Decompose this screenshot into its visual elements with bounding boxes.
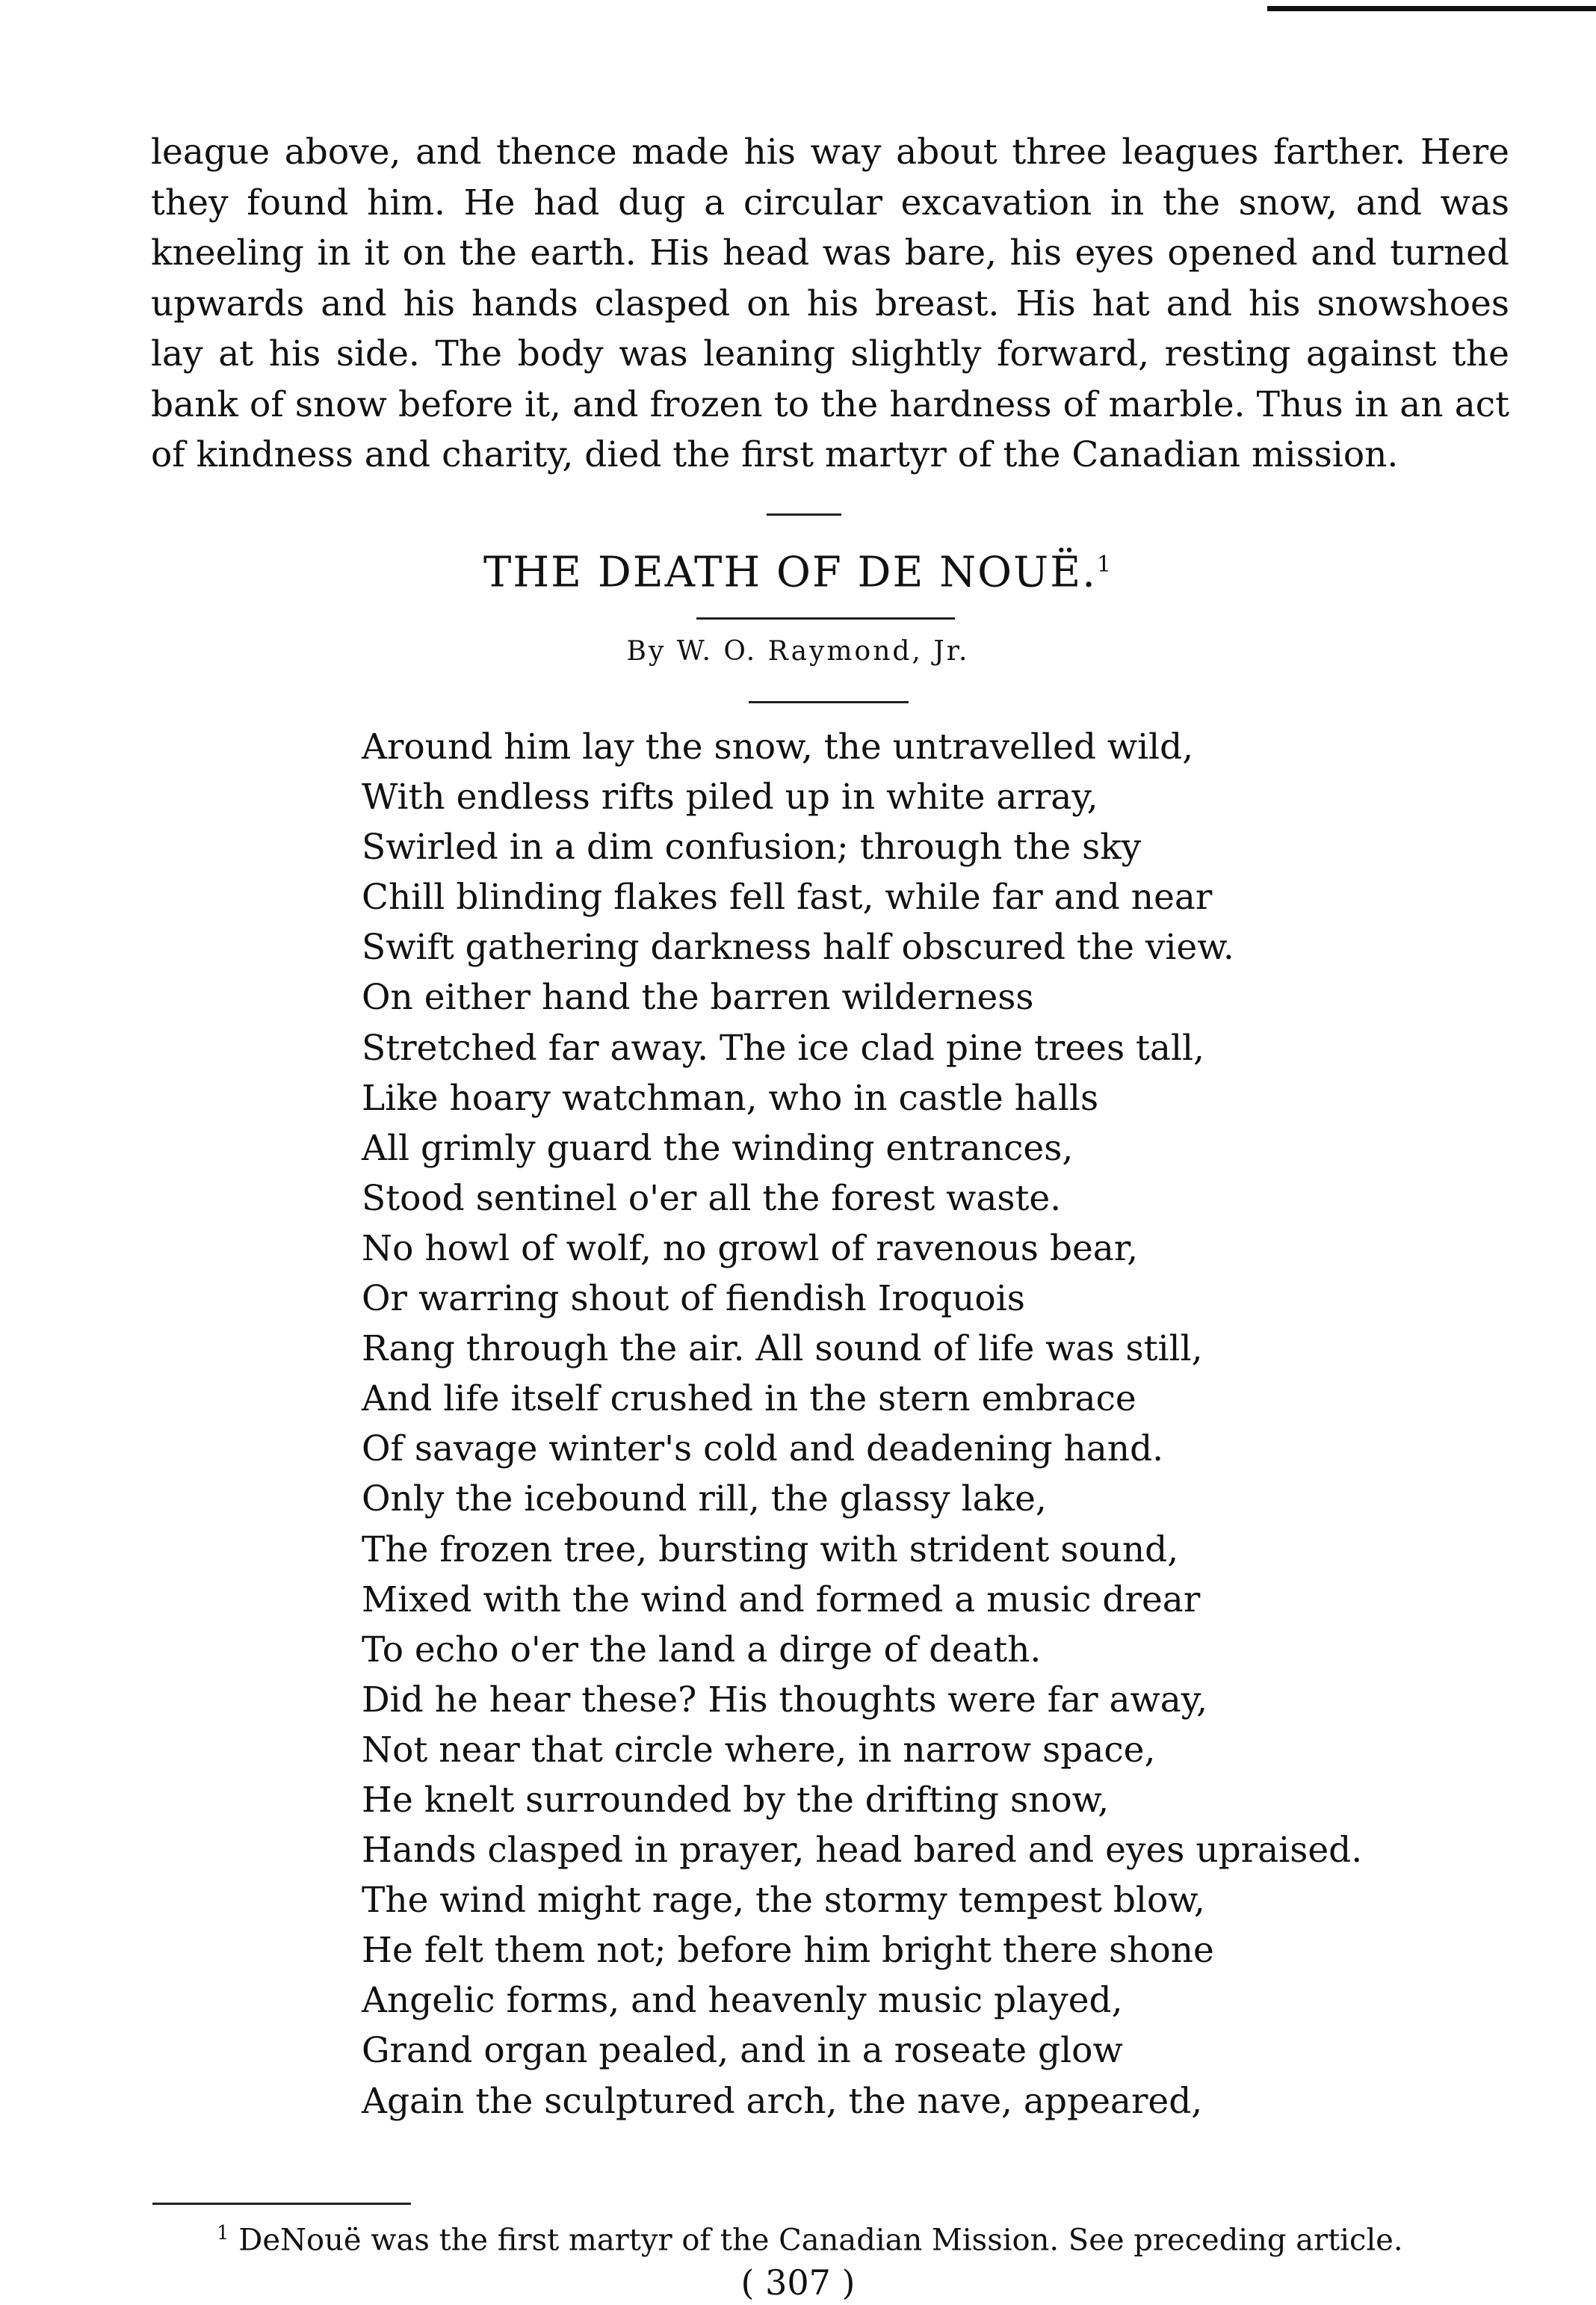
- footnote-marker: 1: [217, 2222, 229, 2244]
- poem-body: [362, 722, 1362, 2126]
- poem-line: And life itself crushed in the stern embrace: [362, 1378, 1136, 1420]
- footnote-rule: [152, 2203, 411, 2205]
- page-number: ( 307 ): [740, 2262, 856, 2303]
- poem-line: Mixed with the wind and formed a music drear: [362, 1579, 1201, 1620]
- poem-line: On either hand the barren wilderness: [362, 977, 1034, 1019]
- poem-title-text: THE DEATH OF DE NOUË.: [483, 548, 1097, 597]
- poem-line: He knelt surrounded by the drifting snow,: [362, 1779, 1110, 1821]
- poem-line: Again the sculptured arch, the nave, appeared,: [362, 2080, 1203, 2122]
- prose-paragraph: [151, 127, 1509, 481]
- poem-line: All grimly guard the winding entrances,: [362, 1127, 1074, 1169]
- section-divider: [767, 513, 841, 516]
- footnote: [217, 2211, 1403, 2262]
- poem-line: Angelic forms, and heavenly music played,: [362, 1980, 1123, 2022]
- poem-line: With endless rifts piled up in white array,: [362, 777, 1098, 818]
- poem-line: The frozen tree, bursting with strident sound,: [362, 1528, 1179, 1570]
- poem-line: Stood sentinel o'er all the forest waste.: [362, 1177, 1062, 1219]
- poem-line: He felt them not; before him bright there shone: [362, 1930, 1214, 1972]
- poem-line: Around him lay the snow, the untravelled wild,: [362, 726, 1194, 768]
- title-underline: [696, 617, 955, 620]
- poem-line: Hands clasped in prayer, head bared and eyes upraised.: [362, 1830, 1363, 1872]
- poem-line: Swift gathering darkness half obscured the view.: [362, 927, 1234, 969]
- byline: By W. O. Raymond, Jr.: [626, 636, 970, 667]
- poem-line: No howl of wolf, no growl of ravenous bear,: [362, 1227, 1139, 1269]
- poem-line: Only the icebound rill, the glassy lake,: [362, 1478, 1047, 1520]
- footnote-text: DeNouë was the first martyr of the Canadian Mission. See preceding article.: [238, 2223, 1403, 2258]
- poem-line: Did he hear these? His thoughts were far away,: [362, 1679, 1208, 1721]
- poem-line: The wind might rage, the stormy tempest blow,: [362, 1880, 1205, 1922]
- poem-line: Of savage winter's cold and deadening hand.: [362, 1428, 1164, 1470]
- poem-line: To echo o'er the land a dirge of death.: [362, 1629, 1042, 1670]
- byline-underline: [749, 701, 909, 703]
- poem-line: Not near that circle where, in narrow space,: [362, 1729, 1156, 1771]
- prose-text: league above, and thence made his way about three leagues farther. Here they found him. He had dug a circular excavation in the snow, and was kneeling in it on the earth. His head was bare, his eyes opened and turned upwards and his hands clasped on his breast. His hat and his snowshoes lay at his side. The body was leaning slightly forward, resting against the bank of snow before it, and frozen to the hardness of marble. Thus in an act of kindness and charity, died the first martyr of the Canadian mission.: [151, 132, 1509, 475]
- top-rule: [1267, 6, 1596, 11]
- poem-title: [0, 535, 1596, 603]
- poem-line: Rang through the air. All sound of life was still,: [362, 1328, 1203, 1370]
- poem-line: Chill blinding flakes fell fast, while far and near: [362, 877, 1213, 919]
- poem-line: Stretched far away. The ice clad pine trees tall,: [362, 1027, 1204, 1069]
- poem-line: Like hoary watchman, who in castle halls: [362, 1077, 1099, 1119]
- title-footnote-marker: 1: [1096, 552, 1113, 578]
- poem-line: Grand organ pealed, and in a roseate glow: [362, 2030, 1123, 2072]
- poem-line: Swirled in a dim confusion; through the sky: [362, 827, 1142, 868]
- poem-line: Or warring shout of fiendish Iroquois: [362, 1278, 1025, 1320]
